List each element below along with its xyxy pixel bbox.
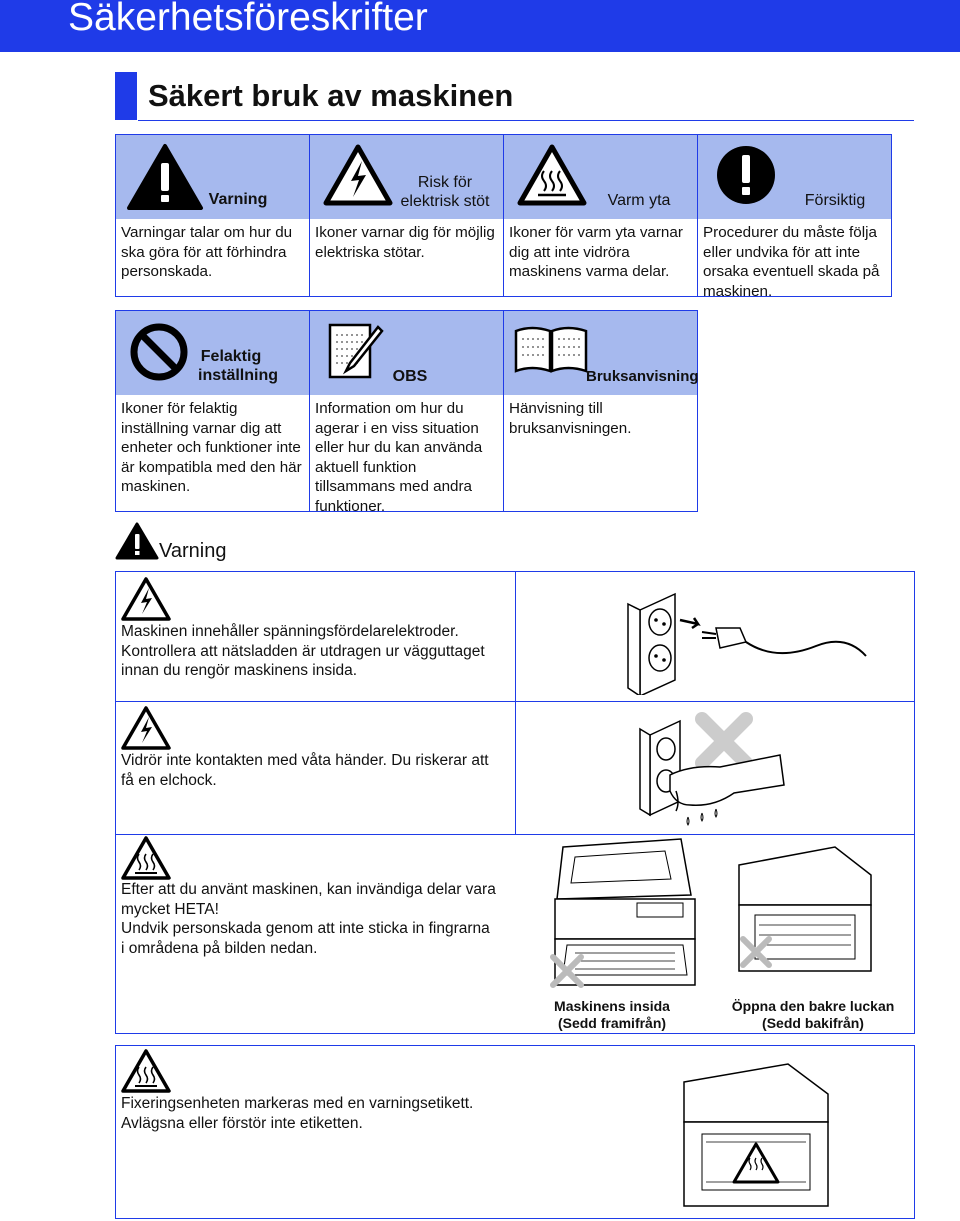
caption-line: Maskinens insida [554,998,670,1014]
card-description: Ikoner varnar dig för möjlig elektriska stötar. [315,224,495,261]
text-line: i områdena på bilden nedan. [121,939,318,957]
card-label: Varm yta [607,192,671,209]
text-line: Kontrollera att nätsladden är utdragen ur vägguttaget [121,642,485,660]
card-label: Risk för elektrisk stöt [400,174,490,210]
section-title: Säkert bruk av maskinen [148,78,514,113]
symbol-card-bruksanvisning [503,310,698,512]
card-description: Ikoner för varm yta varnar dig att inte vidröra maskinens varma delar. [509,224,683,280]
card-description: Information om hur du agerar i en viss situation eller hur du kan använda aktuell funktion tillsammans med andra funktioner. [315,400,483,515]
card-description: Procedurer du måste följa eller undvika för att inte orsaka eventuell skada på maskinen. [703,224,880,300]
caption-line: Öppna den bakre luckan [731,998,895,1014]
section-marker [115,72,137,120]
text-line: innan du rengör maskinens insida. [121,662,358,679]
symbol-card-varm-yta [503,134,698,297]
warning-text-3 [121,880,496,958]
card-label: Varning [208,191,268,208]
section-divider [138,120,914,121]
page-title: Säkerhetsföreskrifter [68,0,428,39]
card-label: Bruksanvisning [586,368,699,385]
card-description: Ikoner för felaktig inställning varnar dig att enheter och funktioner inte är kompatibla med den här maskinen. [121,400,302,495]
card-description: Varningar talar om hur du ska göra för att förhindra personskada. [121,224,293,280]
warning-text-4 [121,1094,473,1133]
hot-surface-icon [516,143,588,207]
prohibited-icon [130,323,188,381]
warning-text-2 [121,751,489,790]
symbol-card-varning [115,134,310,297]
text-line: mycket HETA! [121,900,219,918]
caption-front-view [532,998,692,1032]
symbol-card-forsiktig [697,134,892,300]
warning-text-1 [121,622,485,681]
caption-line: (Sedd bakifrån) [762,1015,864,1031]
symbol-card-obs [309,310,504,515]
card-label: OBS [392,368,428,385]
electric-shock-icon [322,143,394,207]
symbol-card-risk-for-elektrisk-stot [309,134,504,297]
warning-triangle-icon [115,522,159,560]
hot-surface-icon [120,835,172,881]
wet-hands-illustration [630,705,790,830]
text-line: Maskinen innehåller spänningsfördelarelektroder. [121,623,459,640]
electric-shock-icon [120,576,172,622]
hot-surface-icon [120,1048,172,1094]
caption-line: (Sedd framifrån) [557,1015,667,1031]
symbol-card-felaktig-installning [115,310,310,512]
header-bar [0,0,960,52]
electric-shock-icon [120,705,172,751]
card-description: Hänvisning till bruksanvisningen. [509,400,632,437]
text-line: Fixeringsenheten markeras med en varningsetikett. [121,1095,474,1112]
text-line: Avlägsna eller förstör inte etiketten. [121,1114,363,1132]
caption-back-view [718,998,908,1032]
caution-circle-icon [716,145,776,205]
warning-triangle-icon [126,143,204,211]
text-line: Efter att du använt maskinen, kan invändiga delar vara [121,881,496,898]
fuser-label-illustration [668,1050,848,1215]
open-book-icon [512,323,590,375]
unplug-illustration [620,580,870,695]
text-line: Vidrör inte kontakten med våta händer. Du riskerar att [121,752,489,769]
text-line: få en elchock. [121,771,217,789]
text-line: Undvik personskada genom att inte sticka in fingrarna [121,920,490,937]
note-pencil-icon [324,319,384,383]
card-label: Försiktig [804,192,866,209]
printer-back-illustration [725,835,885,995]
card-label: Felaktig inställning [198,348,278,384]
warning-heading: Varning [159,540,227,562]
printer-front-illustration [545,835,705,1005]
